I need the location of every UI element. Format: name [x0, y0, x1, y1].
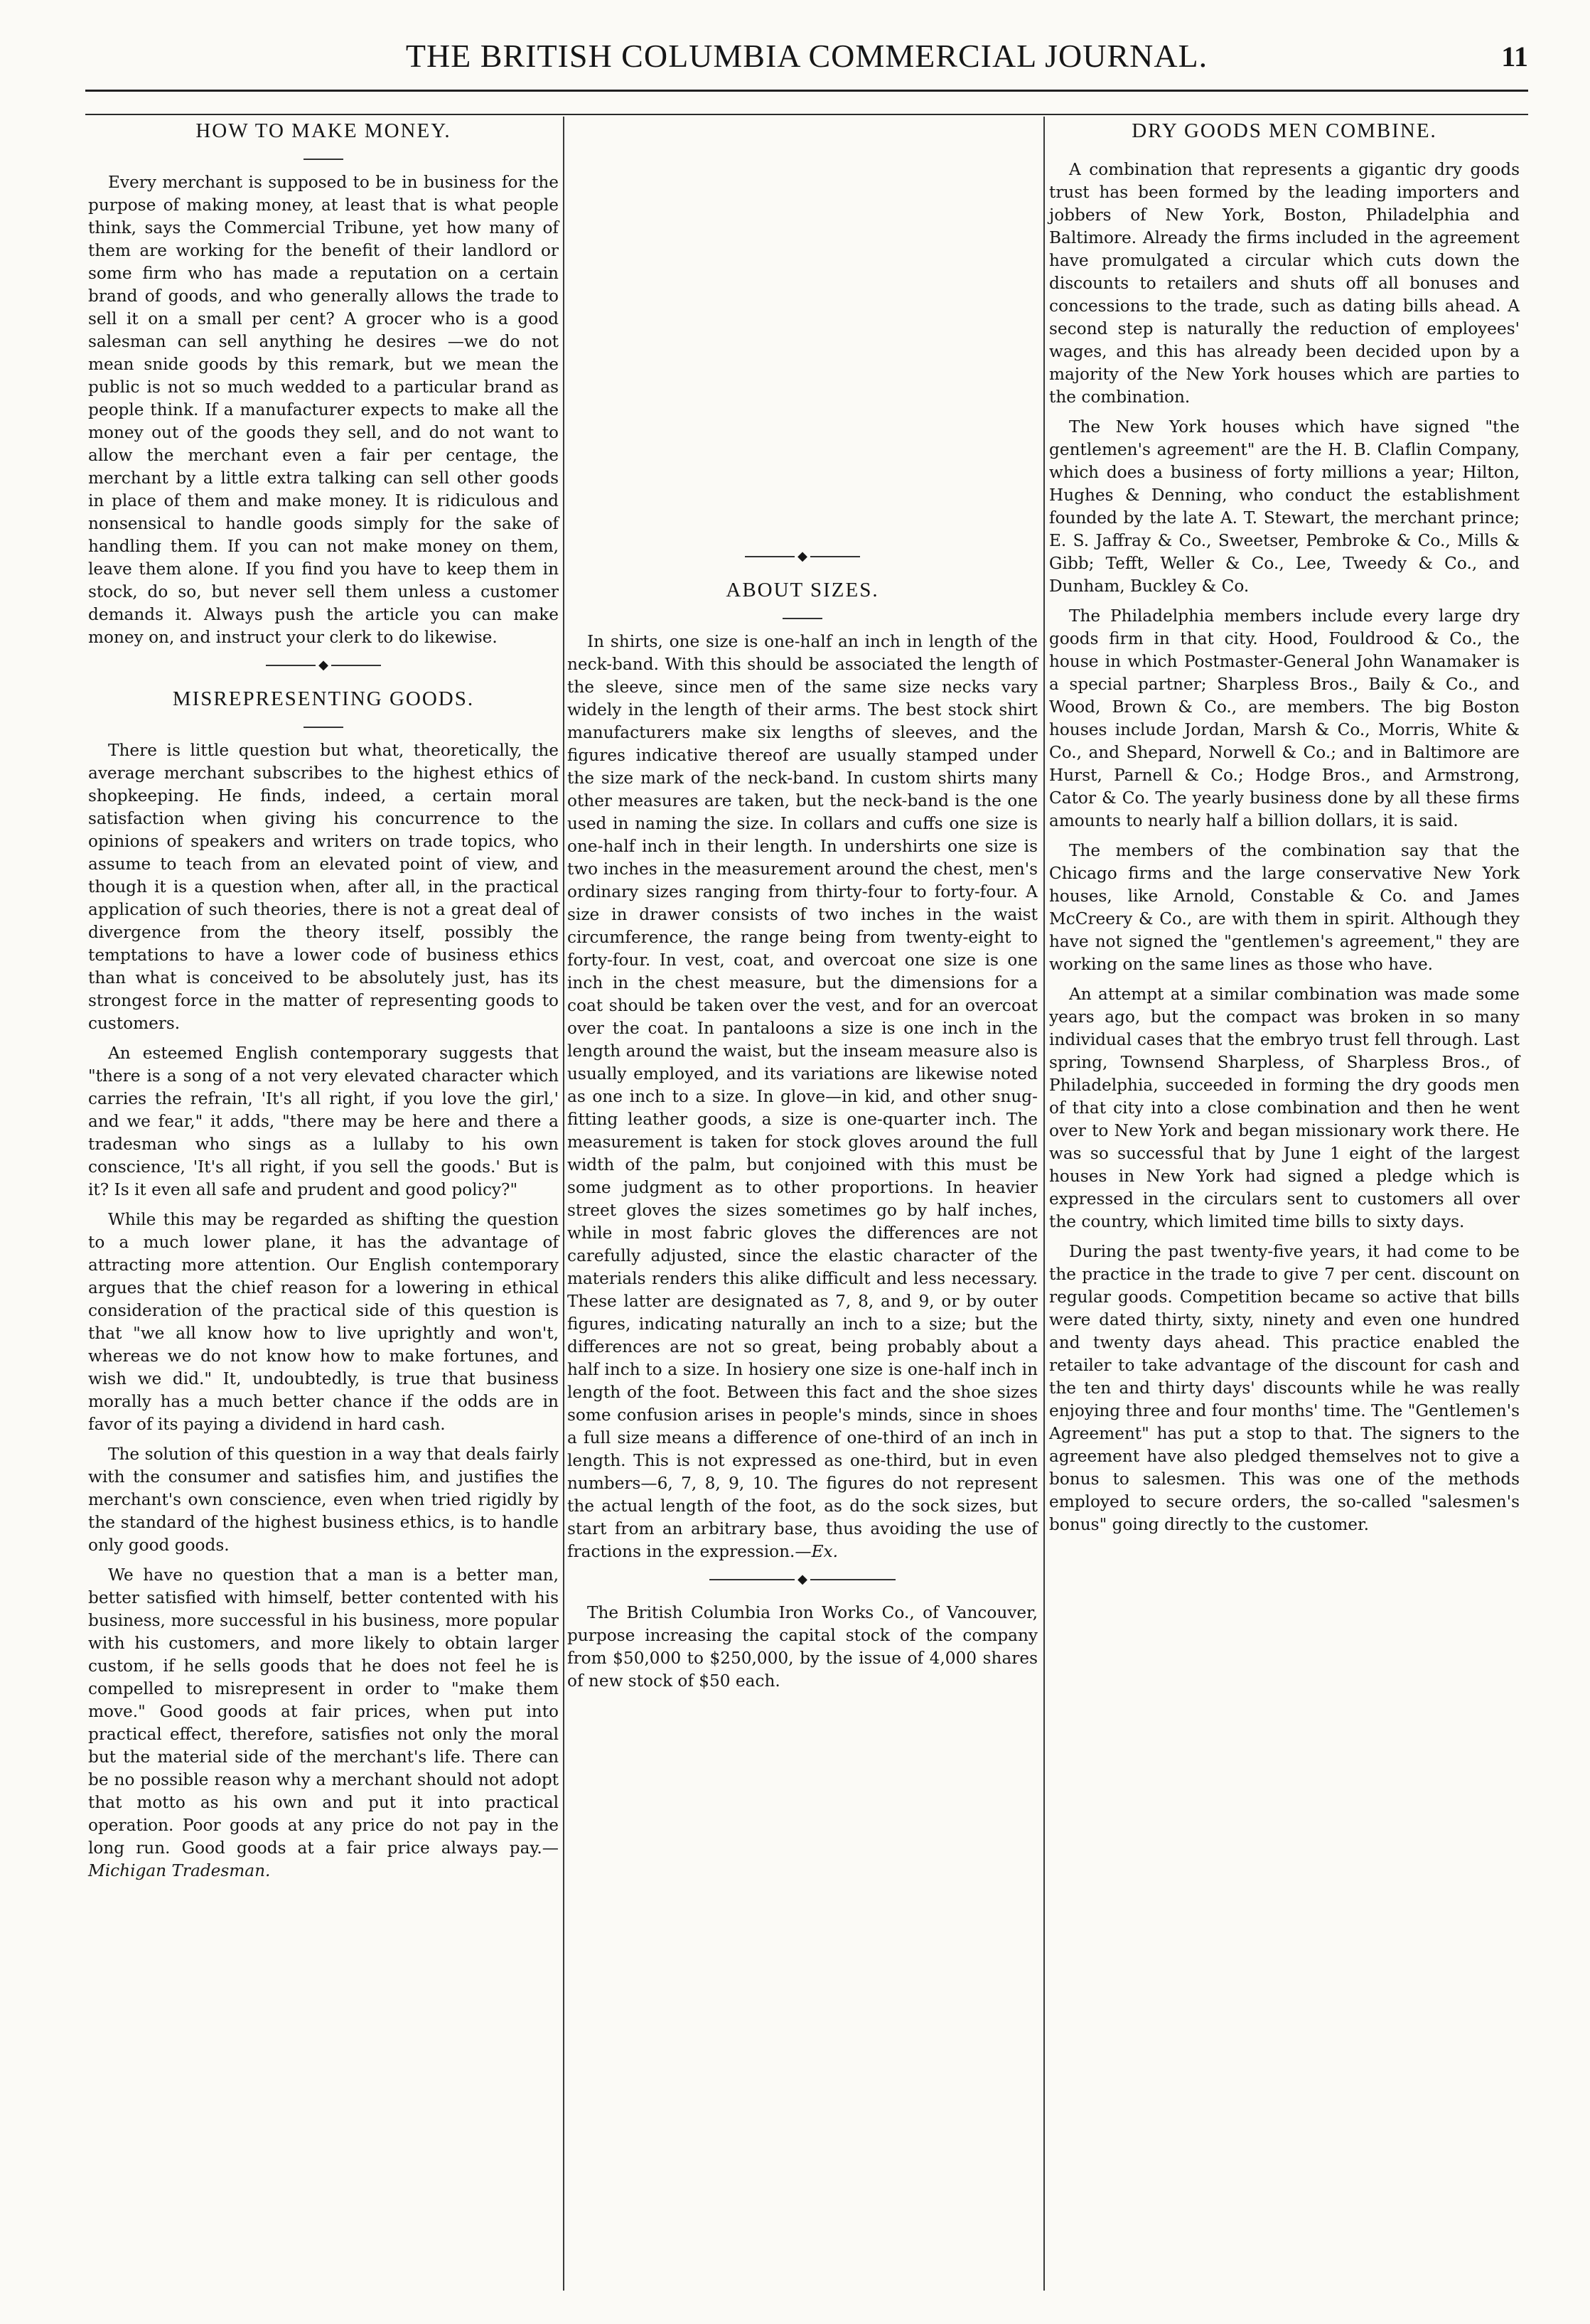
article-paragraph: The members of the combination say that the Chicago firms and the large conservative New York houses, like Arnold, Constable & Co. and James McCreery & Co., are with them in spirit. Although they have not signed the "gentlemen's agreement," they are working on the same lines as those who have.: [1049, 841, 1520, 974]
article-paragraph: An esteemed English contemporary suggests that "there is a song of a not very elevated character which carries the refrain, 'It's all right, if you love the girl,' and we fear," it adds, "there may be here and there a tradesman who sings as a lullaby to his own conscience, 'It's all right, if you sell the goods.' But is it? Is it even all safe and prudent and good policy?": [88, 1044, 559, 1199]
article-paragraph: The solution of this question in a way that deals fairly with the consumer and satisfies him, and justifies the merchant's own conscience, even when tried rigidly by the standard of the highest business ethics, is to handle only good goods.: [88, 1445, 559, 1555]
article-separator: ◆: [567, 550, 1038, 563]
article-how-to-make-money: [88, 119, 559, 649]
article-misrepresenting-goods: [88, 687, 559, 1883]
article-iron-works: [567, 1602, 1038, 1693]
publication-title: THE BRITISH COLUMBIA COMMERCIAL JOURNAL.: [405, 38, 1208, 74]
article-separator: ◆: [88, 659, 559, 672]
column-top-rule: [85, 114, 1528, 115]
column-divider-2: [1043, 117, 1045, 2291]
article-paragraph-continued: [88, 1564, 559, 1883]
masthead-rule: [85, 90, 1528, 92]
article-title: ABOUT SIZES.: [726, 579, 879, 601]
column-1: [88, 119, 559, 1883]
paragraph-text: In shirts, one size is one-half an inch in length of the neck-band. With this should be associated the length of the sleeve, since men of the same size necks vary widely in the length of their arms. The best stock shirt manufacturers make six lengths of sleeves, and the figures indicative thereof are usually stamped under the size mark of the neck-band. In custom shirts many other measures are taken, but the neck-band is the one used in naming the size. In collars and cuffs one size is one-half inch in their length. In undershirts one size is two inches in the measurement around the chest, men's ordinary sizes ranging from thirty-four to forty-four. A size in drawer consists of two inches in the waist circumference, the range being from twenty-eight to forty-four. In vest, coat, and overcoat one size is one inch in the chest measure, but the dimensions for a coat should be taken over the vest, and for an overcoat over the coat. In pantaloons a size is one inch in the length around the waist, but the inseam measure also is usually employed, and its variations are likewise noted as one inch to a size. In glove—in kid, and other snug-fitting leather goods, a size is one-quarter inch. The measurement is taken for stock gloves around the full width of the palm, but conjoined with this must be some judgment as to other proportions. In heavier street gloves the sizes sometimes go by half inches, while in most fabric gloves the differences are not carefully adjusted, since the elastic character of the materials renders this alike difficult and less necessary. These latter are designated as 7, 8, and 9, or by outer figures, indicating naturally an inch to a size; but the differences are not so great, being probably about a half inch to a size. In hosiery one size is one-half inch in length of the foot. Between this fact and the shoe sizes some confusion arises in people's minds, since in shoes a full size means a difference of one-third of an inch in length. This is not expressed as one-third, but in even numbers—6, 7, 8, 9, 10. The figures do not represent the actual length of the foot, as do the sock sizes, but start from an arbitrary base, thus avoiding the use of fractions in the expression.—: [567, 632, 1038, 1561]
masthead: [85, 37, 1528, 87]
article-source: Ex.: [811, 1542, 838, 1561]
article-title: MISREPRESENTING GOODS.: [172, 687, 475, 710]
article-title: DRY GOODS MEN COMBINE.: [1132, 119, 1437, 142]
title-dash: [304, 727, 343, 728]
article-paragraph: The British Columbia Iron Works Co., of Vancouver, purpose increasing the capital stock of the company from $50,000 to $250,000, by the issue of 4,000 shares of new stock of $50 each.: [567, 1603, 1038, 1691]
title-dash: [783, 618, 822, 619]
article-paragraph: The New York houses which have signed "the gentlemen's agreement" are the H. B. Claflin Company, which does a business of forty millions a year; Hilton, Hughes & Denning, who conduct the establishment founded by the late A. T. Stewart, the merchant prince; E. S. Jaffray & Co., Sweetser, Pembroke & Co., Mills & Gibb; Tefft, Weller & Co., Lee, Tweedy & Co., and Dunham, Buckley & Co.: [1049, 417, 1520, 596]
article-paragraph: During the past twenty-five years, it had come to be the practice in the trade to give 7 per cent. discount on regular goods. Competition became so active that bills were dated thirty, sixty, ninety and even one hundred and twenty days ahead. This practice enabled the retailer to take advantage of the discount for cash and the ten and thirty days' discounts while he was really enjoying three and four months' time. The "Gentlemen's Agreement" has put a stop to that. The signers to the agreement have also pledged themselves not to give a bonus to salesmen. This was one of the methods employed to secure orders, the so-called "salesmen's bonus" going directly to the customer.: [1049, 1242, 1520, 1534]
article-paragraph: Every merchant is supposed to be in business for the purpose of making money, at least that is what people think, says the Commercial Tribune, yet how many of them are working for the benefit of their landlord or some firm who has made a reputation on a certain brand of goods, and who generally allows the trade to sell it on a small per cent? A grocer who is a good salesman can sell anything he desires —we do not mean snide goods by this remark, but we mean the public is not so much wedded to a particular brand as people think. If a manufacturer expects to make all the money out of the goods they sell, and do not want to allow the merchant even a fair per centage, the merchant by a little extra talking can sell other goods in place of them and make money. It is ridiculous and nonsensical to handle goods simply for the sake of handling them. If you can not make money on them, leave them alone. If you find you have to keep them in stock, do so, but never sell them unless a customer demands it. Always push the article you can make money on, and instruct your clerk to do likewise.: [88, 173, 559, 647]
column-2-articles: [567, 540, 1038, 1693]
paragraph-text: We have no question that a man is a better man, better satisfied with himself, better contented with his business, more successful in his business, more popular with his customers, and more likely to obtain larger custom, if he sells goods that he does not feel he is compelled to misrepresent in order to "make them move." Good goods at fair prices, when put into practical effect, therefore, satisfies not only the moral but the material side of the merchant's life. There can be no possible reason why a merchant should not adopt that motto as his own and put it into practical operation. Poor goods at any price do not pay in the long run. Good goods at a fair price always pay.—: [88, 1565, 559, 1858]
article-paragraph-continued: [567, 631, 1038, 1563]
article-paragraph: There is little question but what, theoretically, the average merchant subscribes to the highest ethics of shopkeeping. He finds, indeed, a certain moral satisfaction when giving his concurrence to the opinions of speakers and writers on trade topics, who assume to teach from an elevated point of view, and though it is a question when, after all, in the practical application of such theories, there is not a great deal of divergence from the theory itself, possibly the temptations to have a lower code of business ethics than what is conceived to be absolutely just, has its strongest force in the matter of representing goods to customers.: [88, 741, 559, 1033]
article-dry-goods-men-combine: [1049, 119, 1520, 1536]
column-3: [1049, 119, 1520, 1536]
article-separator: ◆: [567, 1573, 1038, 1586]
article-about-sizes: [567, 579, 1038, 1563]
article-title: HOW TO MAKE MONEY.: [195, 119, 451, 142]
page-number: 11: [1501, 41, 1528, 73]
article-paragraph: A combination that represents a gigantic dry goods trust has been formed by the leading importers and jobbers of New York, Boston, Philadelphia and Baltimore. Already the firms included in the agreement have promulgated a circular which cuts down the discounts to retailers and shuts off all bonuses and concessions to the trade, such as dating bills ahead. A second step is naturally the reduction of employees' wages, and this has already been decided upon by a majority of the New York houses which are parties to the combination.: [1049, 160, 1520, 407]
article-source: Michigan Tradesman.: [88, 1861, 271, 1880]
article-paragraph: The Philadelphia members include every large dry goods firm in that city. Hood, Fouldrood & Co., the house in which Postmaster-General John Wanamaker is a special partner; Sharpless Bros., Baily & Co., and Wood, Brown & Co., are members. The big Boston houses include Jordan, Marsh & Co., Morris, White & Co., and Shepard, Norwell & Co.; and in Baltimore are Hurst, Parnell & Co.; Hodge Bros., and Armstrong, Cator & Co. The yearly business done by all these firms amounts to nearly half a billion dollars, it is said.: [1049, 606, 1520, 830]
column-divider-1: [563, 117, 564, 2291]
title-dash: [304, 159, 343, 160]
article-paragraph: While this may be regarded as shifting the question to a much lower plane, it has the advantage of attracting more attention. Our English contemporary argues that the chief reason for a lowering in ethical consideration of the practical side of this question is that "we all know how to live uprightly and won't, whereas we do not know how to make fortunes, and wish we did." It, undoubtedly, is true that business morally has a much better chance if the odds are in favor of its paying a dividend in hard cash.: [88, 1210, 559, 1434]
article-paragraph: An attempt at a similar combination was made some years ago, but the compact was broken in so many individual cases that the embryo trust fell through. Last spring, Townsend Sharpless, of Sharpless Bros., of Philadelphia, succeeded in forming the dry goods men of that city into a close combination and then he went over to New York and began missionary work there. He was so successful that by June 1 eight of the largest houses in New York had signed a pledge which is expressed in the circulars sent to customers all over the country, which limited time bills to sixty days.: [1049, 985, 1520, 1231]
